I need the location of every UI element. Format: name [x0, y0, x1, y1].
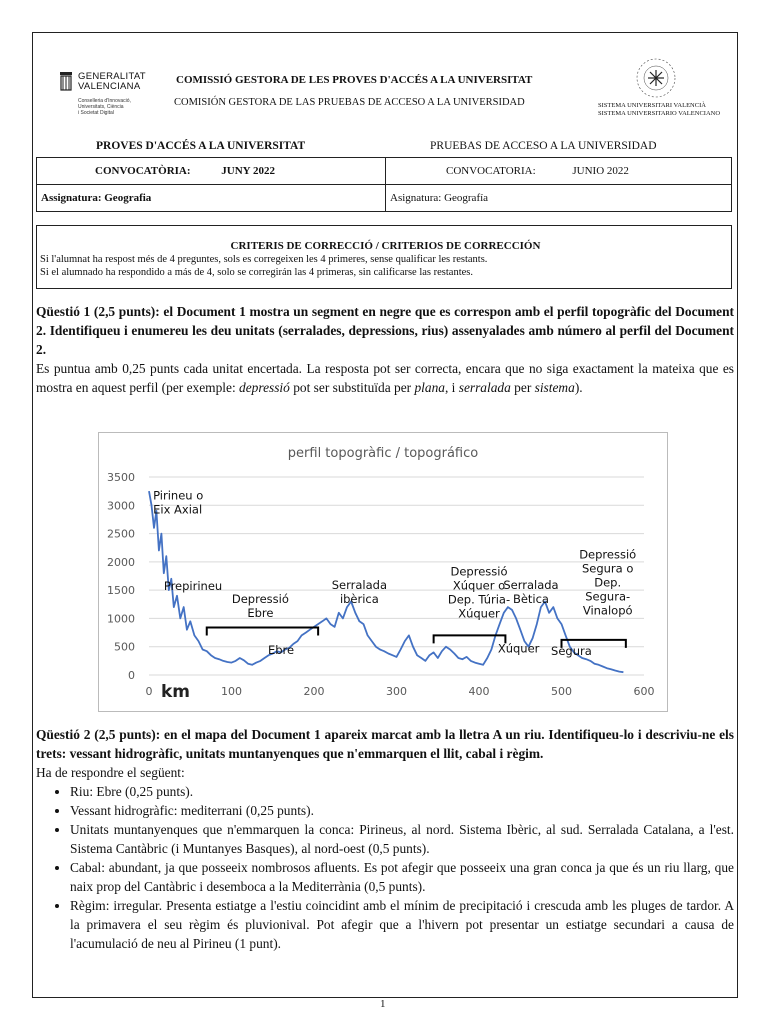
gv-name-line-2: VALENCIANA [78, 81, 141, 92]
profile-annotation: Segura- [585, 589, 631, 604]
list-item: • Riu: Ebre (0,25 punts). [70, 782, 734, 801]
x-tick-label: 0 [145, 685, 153, 698]
profile-annotation: Eix Axial [153, 502, 203, 517]
question-1-statement: Qüestió 1 (2,5 punts): el Document 1 mostra un segment en negre que es correspon amb el perfil topogràfic del Document 2. Identifiqueu i enumereu les deu unitats (serralades, depressions, rius) assenyalades amb número al perfil del Document 2. [36, 304, 734, 357]
y-tick-label: 2500 [107, 527, 135, 541]
convocation-va-cell [37, 158, 386, 185]
profile-chart-svg [99, 433, 667, 711]
convocation-label-va: CONVOCATÒRIA: [95, 165, 191, 177]
gv-name-line-1: GENERALITAT [78, 71, 146, 82]
profile-annotation: Xúquer [497, 641, 540, 656]
exam-info-table [36, 157, 732, 212]
criteria-title: CRITERIS DE CORRECCIÓ / CRITERIOS DE CORRECCIÓN [230, 240, 541, 252]
x-tick-label: 600 [633, 685, 655, 698]
profile-annotation: Vinalopó [582, 603, 633, 618]
page-number: 1 [380, 998, 386, 1010]
profile-annotation: Segura [551, 644, 592, 659]
y-tick-label: 3000 [107, 499, 135, 513]
y-tick-label: 0 [128, 669, 135, 682]
chart-title: perfil topogràfic / topográfico [287, 446, 479, 461]
commission-title-es: COMISIÓN GESTORA DE LAS PRUEBAS DE ACCESO A LA UNIVERSIDAD [174, 97, 525, 108]
criteria-line-va: Si l'alumnat ha respost més de 4 preguntes, sols es corregeixen les 4 primeres, sense qualificar les restants. [40, 254, 488, 265]
y-tick-label: 500 [114, 640, 135, 654]
generalitat-name [78, 72, 146, 92]
profile-annotation: Segura o [581, 561, 634, 576]
criteria-line-es: Si el alumnado ha respondido a más de 4, solo se corregirán las 4 primeras, sin calificarse las restantes. [40, 267, 473, 278]
subject-va-cell: Assignatura: Geografia [37, 185, 386, 212]
topographic-profile-chart [98, 432, 668, 712]
exam-title-va: PROVES D'ACCÉS A LA UNIVERSITAT [96, 140, 306, 152]
question-2-answer-list [36, 782, 734, 953]
profile-annotation: Dep. [594, 575, 622, 590]
q1-text-d: per [510, 380, 535, 395]
gv-dept-line-1: Conselleria d'Innovació, [78, 98, 131, 104]
commission-title-va: COMISSIÓ GESTORA DE LES PROVES D'ACCÉS A LA UNIVERSITAT [176, 74, 533, 86]
q1-text-c: , i [444, 380, 459, 395]
exam-title-es: PRUEBAS DE ACCESO A LA UNIVERSIDAD [430, 140, 657, 152]
x-tick-label: 400 [468, 685, 490, 698]
profile-annotation: Serralada [503, 578, 559, 593]
suv-name-es: SISTEMA UNIVERSITARIO VALENCIANO [598, 110, 721, 117]
q1-term-plana: plana [414, 380, 445, 395]
profile-annotation: Prepirineu [163, 579, 223, 594]
x-tick-label: 100 [221, 685, 242, 698]
profile-annotation: Ebre [247, 606, 274, 621]
x-axis-label: km [161, 682, 191, 702]
profile-annotation: Serralada [331, 578, 388, 593]
q1-text-b: pot ser substituïda per [289, 380, 415, 395]
question-1 [36, 302, 734, 397]
subject-es-cell: Asignatura: Geografía [386, 185, 732, 212]
suv-name-va: SISTEMA UNIVERSITARI VALENCIÀ [598, 102, 706, 109]
profile-annotation: Depressió [450, 564, 508, 579]
profile-annotation: Bètica [512, 592, 549, 607]
list-item: • Unitats muntanyenques que n'emmarquen la conca: Pirineus, al nord. Sistema Ibèric, al sud. Serralada Catalana, a l'est. Sistema Cantàbric (i Muntanyes Basques), al nord-oest (0,5 punts). [70, 820, 734, 858]
list-item: • Règim: irregular. Presenta estiatge a l'estiu coincidint amb el mínim de precipitació i crescuda amb les pluges de tardor. A la primavera el seu règim és pluvionival. Pot afegir que a l'hivern pot presentar un estiatge secundari a causa de l'acumulació de neu al Pirineu (1 punt). [70, 896, 734, 953]
generalitat-logo [56, 66, 166, 122]
q1-term-serralada: serralada [458, 380, 511, 395]
profile-annotation: Pirineu o [153, 488, 204, 503]
gv-dept-line-3: i Societat Digital [78, 110, 114, 116]
y-tick-label: 3500 [107, 471, 135, 484]
gv-dept-line-2: Universitats, Ciència [78, 104, 124, 110]
profile-annotation: Dep. Túria- [447, 592, 511, 607]
y-tick-label: 1000 [107, 612, 135, 626]
gv-department [78, 98, 158, 116]
subject-row [37, 185, 732, 212]
convocation-row [37, 158, 732, 185]
convocation-value-es: JUNIO 2022 [572, 165, 629, 177]
x-tick-label: 200 [303, 685, 325, 698]
y-tick-label: 1500 [107, 584, 135, 598]
q1-term-sistema: sistema [534, 380, 575, 395]
convocation-es-cell [386, 158, 732, 185]
list-item: • Cabal: abundant, ja que posseeix nombrosos afluents. Es pot afegir que posseeix una gran conca ja que és un riu llarg, que naix prop del Cantàbric i desemboca a la Mediterrània (0,5 punts). [70, 858, 734, 896]
q1-text-a: Es puntua amb 0,25 punts cada unitat encertada. La resposta pot ser correcta, encara que no siga exactament la mateixa que es mostra en aquest perfil (per exemple: [36, 361, 734, 395]
generalitat-crest-icon [58, 70, 74, 94]
x-tick-label: 300 [386, 685, 407, 698]
profile-annotation: Ebre [267, 643, 295, 658]
question-2-statement: Qüestió 2 (2,5 punts): en el mapa del Document 1 apareix marcat amb la lletra A un riu. Identifiqueu-lo i descriviu-ne els trets: vessant hidrogràfic, unitats muntanyenques que n'emmarquen el llit, cabal i règim. [36, 727, 734, 761]
correction-criteria-box [36, 225, 732, 289]
region-bracket [207, 627, 318, 635]
q1-text-e: ). [574, 380, 583, 395]
profile-annotation: ibèrica [339, 592, 379, 607]
y-tick-label: 2000 [107, 555, 135, 569]
profile-annotation: Depressió [231, 592, 289, 607]
list-item: • Vessant hidrogràfic: mediterrani (0,25 punts). [70, 801, 734, 820]
question-2 [36, 725, 734, 953]
question-2-intro: Ha de respondre el següent: [36, 765, 185, 780]
q1-term-depressio: depressió [239, 380, 290, 395]
profile-annotation: Xúquer o [452, 578, 506, 593]
suv-seal-icon [628, 56, 684, 104]
x-tick-label: 500 [551, 685, 572, 698]
suv-logo [598, 62, 728, 120]
profile-annotation: Xúquer [458, 606, 500, 621]
convocation-value-va: JUNY 2022 [221, 165, 275, 177]
convocation-label-es: CONVOCATORIA: [446, 165, 536, 177]
profile-annotation: Depressió [579, 547, 637, 562]
